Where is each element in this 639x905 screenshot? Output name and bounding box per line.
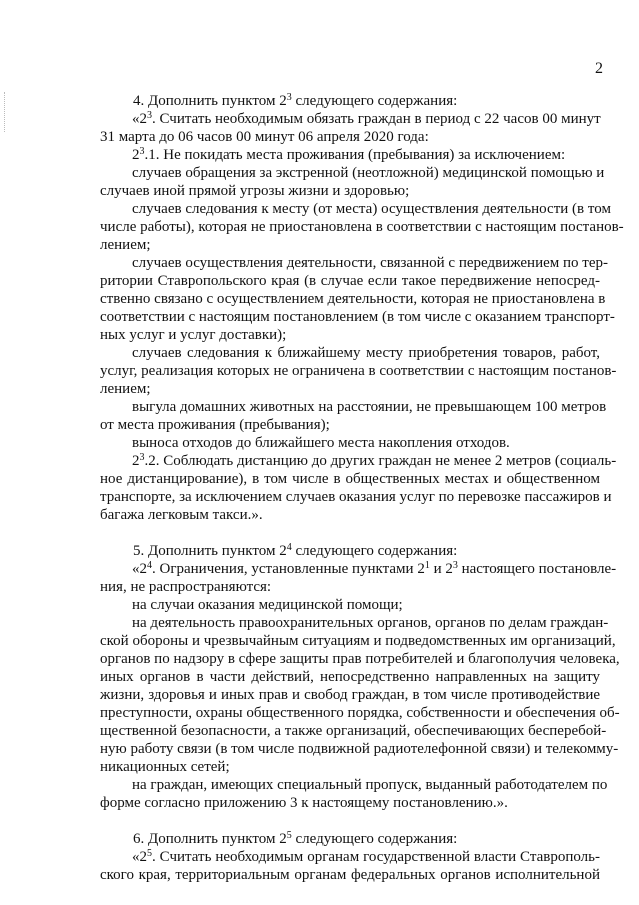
- item6-heading: 6. Дополнить пунктом $2^5$ следующего содержания:: [133, 830, 458, 847]
- text-line: форме согласно приложению 3 к настоящему постановлению.».: [100, 795, 508, 811]
- text-line: соответствии с настоящим постановлением (в том числе с оказанием транспорт-: [100, 309, 615, 325]
- subclause-heading: $2^3.1$. Не покидать места проживания (пребывания) за исключением:: [132, 146, 566, 163]
- text-line: выгула домашних животных на расстоянии, не превышающем 100 метров: [132, 399, 607, 415]
- page-number: 2: [595, 60, 603, 77]
- text-line: на деятельность правоохранительных органов, органов по делам граждан-: [132, 615, 609, 631]
- text-line: услуг, реализация которых не ограничена в соответствии с настоящим постанов-: [100, 363, 617, 379]
- text-line: на граждан, имеющих специальный пропуск, выданный работодателем по: [132, 777, 608, 793]
- text-line: ственно связано с осуществлением деятельности, которая не приостановлена в: [100, 291, 606, 307]
- text-line: ное дистанцирование), в том числе в общественных местах и общественном: [100, 471, 600, 487]
- item5-heading: 5. Дополнить пунктом $2^4$ следующего содержания:: [133, 542, 458, 559]
- text-line: лением;: [100, 237, 151, 253]
- item4-paragraph-start: «$2^3$. Считать необходимым обязать граждан в период с 22 часов 00 минут: [132, 110, 601, 127]
- text-line: никационных сетей;: [100, 759, 230, 775]
- text-line: жизни, здоровья и иных прав и свобод граждан, в том числе противодействие: [100, 687, 600, 703]
- text-line: случаев следования к ближайшему месту приобретения товаров, работ,: [132, 345, 600, 361]
- text-line: случаев иной прямой угрозы жизни и здоровью;: [100, 183, 410, 199]
- text-line: преступности, охраны общественного порядка, собственности и обеспечения об-: [100, 705, 620, 721]
- text-line: выноса отходов до ближайшего места накопления отходов.: [132, 435, 510, 451]
- text-line: щественной безопасности, а также организаций, обеспечивающих бесперебой-: [100, 723, 607, 739]
- text-line: ской обороны и чрезвычайным ситуациям и подведомственных им организаций,: [100, 633, 616, 649]
- text-line: на случаи оказания медицинской помощи;: [132, 597, 403, 613]
- text-line: иных органов в части действий, непосредственно направленных на защиту: [100, 669, 600, 685]
- text-line: случаев обращения за экстренной (неотложной) медицинской помощью и: [132, 165, 605, 181]
- text-line: лением;: [100, 381, 151, 397]
- text-line: ния, не распространяются:: [100, 579, 272, 595]
- text-line: ных услуг и услуг доставки);: [100, 327, 287, 343]
- text-line: от места проживания (пребывания);: [100, 417, 330, 433]
- text-line: случаев осуществления деятельности, связанной с передвижением по тер-: [132, 255, 608, 271]
- text-line: числе работы), которая не приостановлена в соответствии с настоящим постанов-: [100, 219, 624, 235]
- text-line: 31 марта до 06 часов 00 минут 06 апреля 2020 года:: [100, 129, 429, 145]
- item6-paragraph-start: «$2^5$. Считать необходимым органам государственной власти Ставрополь-: [132, 848, 600, 865]
- text-line: ную работу связи (в том числе подвижной радиотелефонной связи) и телекомму-: [100, 741, 619, 757]
- subclause-heading: $2^3.2$. Соблюдать дистанцию до других граждан не менее 2 метров (социаль-: [132, 452, 617, 469]
- text-line: ского края, территориальным органам федеральных органов исполнительной: [100, 867, 600, 883]
- text-line: транспорте, за исключением случаев оказания услуг по перевозке пассажиров и: [100, 489, 612, 505]
- item5-paragraph-start: «$2^4$. Ограничения, установленные пунктами $2^1$ и $2^3$ настоящего постановле-: [132, 560, 617, 577]
- text-line: органов по надзору в сфере защиты прав потребителей и благополучия человека,: [100, 651, 620, 667]
- item4-heading: 4. Дополнить пунктом $2^3$ следующего содержания:: [133, 92, 458, 109]
- text-line: багажа легковым такси.».: [100, 507, 263, 523]
- text-line: случаев следования к месту (от места) осуществления деятельности (в том: [132, 201, 611, 217]
- scan-edge-marks: [4, 92, 7, 132]
- text-line: ритории Ставропольского края (в случае если такое передвижение непосред-: [100, 273, 600, 289]
